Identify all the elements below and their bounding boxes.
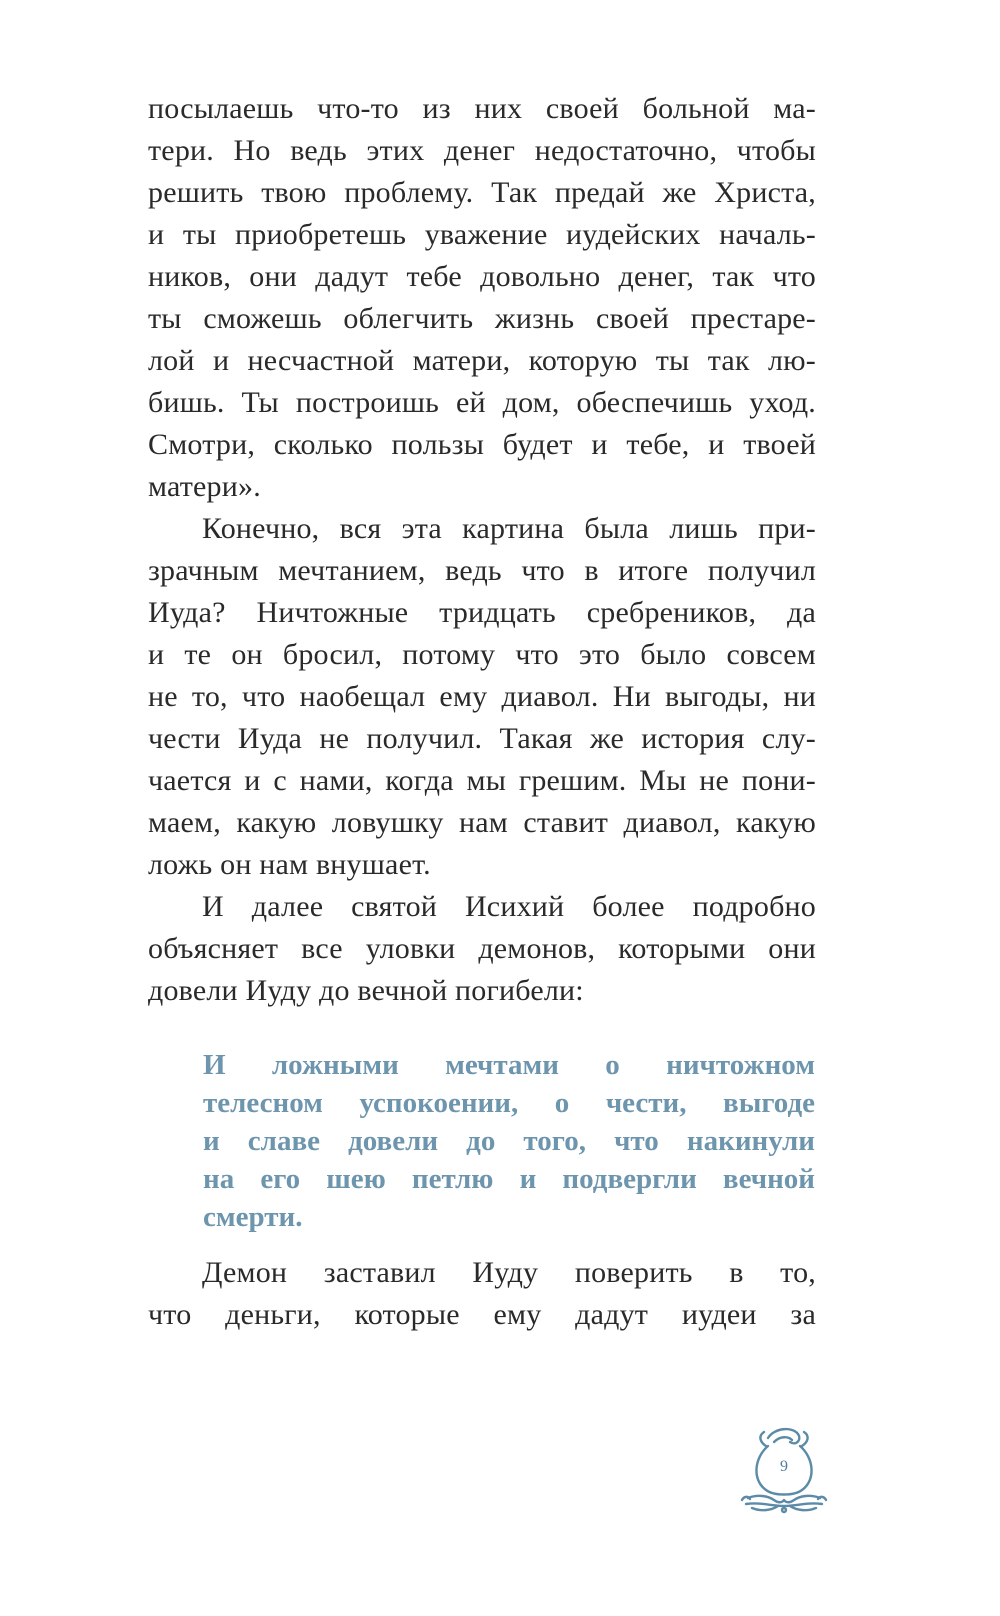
text-line: не то, что наобещал ему диавол. Ни выгоды, ни <box>148 680 816 713</box>
quote-block <box>203 1046 815 1236</box>
text-line: ложь он нам внушает. <box>148 848 431 881</box>
text-line: чести Иуда не получил. Такая же история слу- <box>148 722 816 755</box>
text-line: и ты приобретешь уважение иудейских началь- <box>148 218 816 251</box>
text-line: Смотри, сколько пользы будет и тебе, и твоей <box>148 428 816 461</box>
text-line: ников, они дадут тебе довольно денег, так что <box>148 260 816 293</box>
text-line: ты сможешь облегчить жизнь своей престаре- <box>148 302 816 335</box>
text-line: бишь. Ты построишь ей дом, обеспечишь уход. <box>148 386 816 419</box>
following-text <box>148 1252 816 1336</box>
text-line: лой и несчастной матери, которую ты так лю- <box>148 344 816 377</box>
text-line: решить твою проблему. Так предай же Христа, <box>148 176 816 209</box>
text-line: Иуда? Ничтожные тридцать сребреников, да <box>148 596 816 629</box>
text-line: Демон заставил Иуду поверить в то, <box>202 1256 816 1289</box>
text-line: что деньги, которые ему дадут иудеи за <box>148 1298 816 1331</box>
main-text <box>148 88 816 1012</box>
text-line: и те он бросил, потому что это было совсем <box>148 638 816 671</box>
quote-line: и славе довели до того, что накинули <box>203 1125 815 1157</box>
text-line: матери». <box>148 470 261 503</box>
text-line: довели Иуду до вечной погибели: <box>148 974 584 1007</box>
quote-line: телесном успокоении, о чести, выгоде <box>203 1087 815 1119</box>
text-line: И далее святой Исихий более подробно <box>202 890 816 923</box>
text-line: маем, какую ловушку нам ставит диавол, какую <box>148 806 816 839</box>
quote-line: на его шею петлю и подвергли вечной <box>203 1163 815 1195</box>
text-line: тери. Но ведь этих денег недостаточно, чтобы <box>148 134 816 167</box>
text-line: объясняет все уловки демонов, которыми они <box>148 932 816 965</box>
page-number: 9 <box>780 1458 788 1475</box>
quote-line: смерти. <box>203 1201 303 1233</box>
text-line: посылаешь что-то из них своей больной ма- <box>148 92 816 125</box>
text-line: зрачным мечтанием, ведь что в итоге получил <box>148 554 816 587</box>
text-line: чается и с нами, когда мы грешим. Мы не пони- <box>148 764 816 797</box>
quote-line: И ложными мечтами о ничтожном <box>203 1049 815 1081</box>
text-line: Конечно, вся эта картина была лишь при- <box>202 512 816 545</box>
